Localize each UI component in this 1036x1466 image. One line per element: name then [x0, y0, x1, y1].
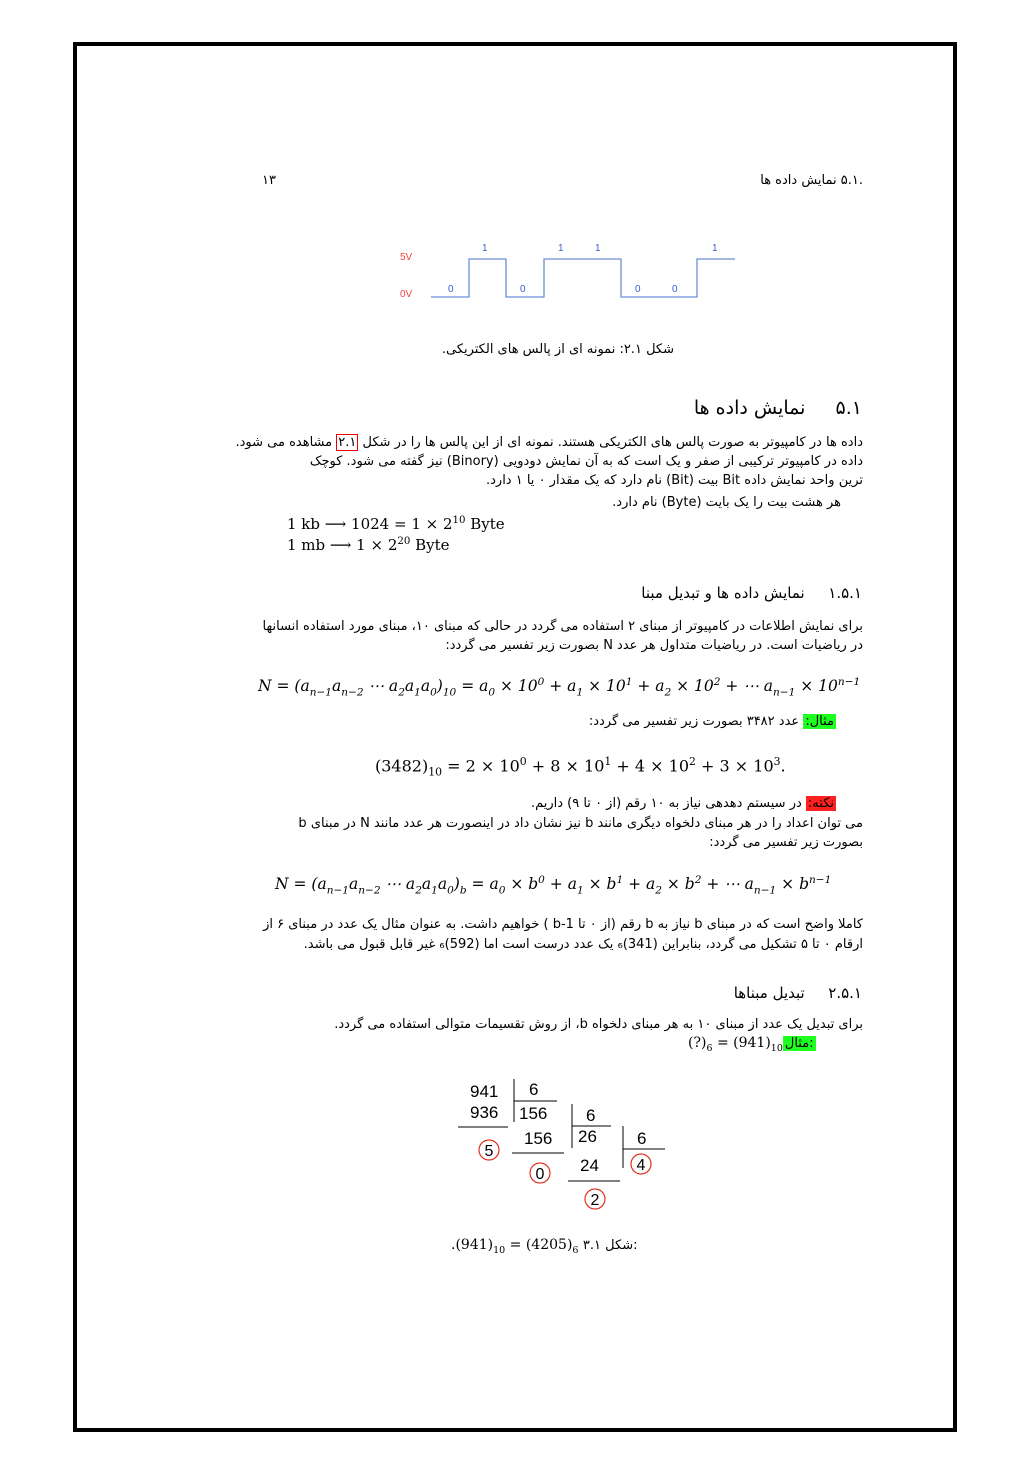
quotient-156: 156 [519, 1104, 548, 1123]
para1-line3: ترین واحد نمایش داده Bit بیت (Bit) نام دارد که یک مقدار ۰ یا ۱ دارد. [486, 473, 863, 488]
divisor-6-second: 6 [586, 1106, 596, 1125]
pulse-diagram [390, 236, 750, 306]
pulse-bit-label: 1 [482, 243, 488, 254]
level-5v-label: 5V [400, 252, 413, 263]
example1-label: مثال: [805, 714, 834, 729]
note-line2: می توان اعداد را در هر مبنای دلخواه دیگری مانند b نیز نشان داد در اینصورت هر عدد مانند N در مبنای b [298, 816, 863, 831]
pulse-bit-label: 0 [448, 284, 454, 295]
example2-formula: $(?)_6 = (941)_{10}$ [688, 1035, 783, 1054]
divisor-6-third: 6 [637, 1129, 647, 1148]
example1 [589, 714, 836, 729]
note-text: در سیستم دهدهی نیاز به ۱۰ رقم (از ۰ تا ۹) داریم. [530, 796, 802, 811]
subsection1-number: ۱.۵.۱ [828, 584, 862, 602]
section-heading [694, 397, 862, 419]
mb-definition [287, 536, 450, 554]
dividend-941: 941 [470, 1082, 499, 1101]
subsection1-line2: در ریاضیات است. در ریاضیات متداول هر عدد N بصورت زیر تفسیر می گردد: [445, 638, 863, 653]
kb-unit: Byte [465, 515, 505, 533]
para1-line4: هر هشت بیت را یک بایت (Byte) نام دارد. [612, 495, 841, 510]
kb-definition [287, 515, 505, 533]
pulse-bit-label: 0 [520, 284, 526, 295]
kb-text: 1 kb ⟶ 1024 = 1 × 2 [287, 515, 453, 533]
note [531, 796, 836, 811]
level-0v-label: 0V [400, 289, 413, 300]
caption-formula: $.(941)_{10} = (4205)_6$ [451, 1237, 579, 1256]
example1-text: عدد ۳۴۸۲ بصورت زیر تفسیر می گردد: [588, 714, 800, 729]
subsection1-line1: برای نمایش اطلاعات در کامپیوتر از مبنای ۲ استفاده می گردد در حالی که مبنای ۱۰، مبنای مورد استفاده انسانها [262, 619, 863, 634]
pulse-waveform [431, 259, 735, 297]
pulse-bit-label: 1 [712, 243, 718, 254]
remainder-4: 4 [636, 1157, 646, 1174]
quotient-26: 26 [578, 1127, 597, 1146]
para1-line1 [236, 435, 863, 450]
mb-unit: Byte [410, 536, 450, 554]
subsection2-line1: برای تبدیل یک عدد از مبنای ۱۰ به هر مبنای دلخواه b، از روش تقسیمات متوالی استفاده می گردد. [334, 1017, 863, 1032]
pulse-bit-label: 1 [595, 243, 601, 254]
pulse-bit-label: 0 [672, 284, 678, 295]
running-title: .۵.۱ نمایش داده ها [760, 173, 863, 188]
para1-text-end: مشاهده می شود. [235, 435, 333, 450]
remainder-0: 0 [535, 1166, 545, 1183]
pulse-figure-caption: شکل ۲.۱: نمونه ای از پالس های الکتریکی. [441, 342, 674, 357]
subsection2-title: تبدیل مبناها [733, 984, 805, 1002]
pulse-bit-label: 1 [558, 243, 564, 254]
division-figure-caption [451, 1237, 637, 1256]
example2 [688, 1035, 816, 1054]
para-base-line1: کاملا واضح است که در مبنای b نیاز به b رقم (از ۰ تا b-1 ) خواهیم داشت. به عنوان مثال یک عدد در مبنای ۶ از [263, 917, 863, 932]
para-base-line2: ارقام ۰ تا ۵ تشکیل می گردد، بنابراین (341)₆ یک عدد درست است اما (592)₆ غیر قابل قبول می باشد. [303, 937, 863, 952]
value-24: 24 [580, 1156, 599, 1175]
section-title: نمایش داده ها [693, 397, 806, 419]
value-156: 156 [524, 1129, 553, 1148]
subsection1-heading [641, 584, 862, 602]
equation-base-b-expansion: $N = (a_{n-1}a_{n-2}$ ⋯ $a_2a_1a_0)_b = a_0 \times b^0 + a_1 \times b^1 + a_2 \times b^2$ + ⋯ $a_{n-1} \times b^{n-1}$ [275, 874, 832, 897]
subsection2-heading [734, 984, 862, 1002]
note-line3: بصورت زیر تفسیر می گردد: [709, 835, 863, 850]
subsection2-number: ۲.۵.۱ [828, 984, 862, 1002]
page-number: ۱۳ [262, 173, 276, 188]
para1-line2: داده در کامپیوتر ترکیبی از صفر و یک است که به آن نمایش دودویی (Binory) نیز گفته می شود. کوچک [309, 454, 863, 469]
mb-exponent: 20 [397, 536, 411, 547]
pulse-bit-label: 0 [635, 284, 641, 295]
equation-decimal-expansion: $N = (a_{n-1}a_{n-2}$ ⋯ $a_2a_1a_0)_{10} = a_0 \times 10^0 + a_1 \times 10^1 + a_2 \times 10^2$ + ⋯ $a_{n-1} \times 10^{n-1}$ [258, 676, 861, 699]
para1-text-start: داده ها در کامپیوتر به صورت پالس های الکتریکی هستند. نمونه ای از این پالس ها را در شکل [362, 435, 863, 450]
caption-label: شکل ۳.۱: [582, 1238, 638, 1253]
example2-label: مثال: [784, 1036, 814, 1051]
product-936: 936 [470, 1103, 499, 1122]
section-number: ۵.۱ [835, 397, 862, 419]
divisor-6-first: 6 [529, 1080, 539, 1099]
note-label: نکته: [807, 796, 834, 811]
subsection1-title: نمایش داده ها و تبدیل مبنا [641, 584, 805, 602]
figure-ref-link[interactable]: ۲.۱ [338, 435, 357, 450]
kb-exponent: 10 [452, 515, 466, 526]
mb-text: 1 mb ⟶ 1 × 2 [287, 536, 398, 554]
remainder-5: 5 [484, 1143, 494, 1160]
remainder-2: 2 [590, 1192, 600, 1209]
equation-3482: $(3482)_{10} = 2 \times 10^0 + 8 \times 10^1 + 4 \times 10^2 + 3 \times 10^3$. [375, 755, 786, 779]
